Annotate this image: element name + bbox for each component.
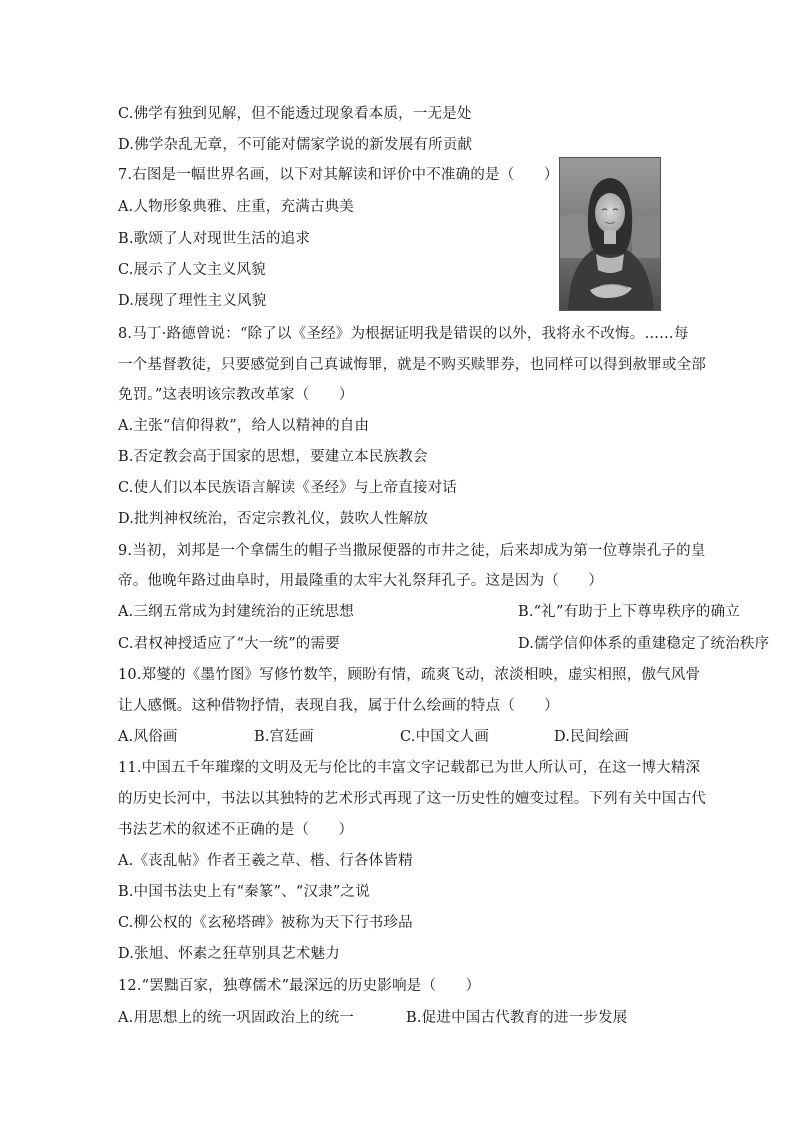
q11-option-d: D.张旭、怀素之狂草别具艺术魅力	[118, 946, 340, 962]
q12-stem: 12.“罢黜百家，独尊儒术”最深远的历史影响是（ ）	[118, 978, 481, 994]
q8-stem-line1: 8.马丁·路德曾说：“除了以《圣经》为根据证明我是错误的以外，我将永不改悔。……每	[118, 326, 689, 342]
q8-option-c: C.使人们以本民族语言解读《圣经》与上帝直接对话	[118, 480, 457, 496]
q11-stem-line1: 11.中国五千年璀璨的文明及无与伦比的丰富文字记载都已为世人所认可，在这一博大精深	[118, 760, 701, 776]
q7-option-c: C.展示了人文主义风貌	[118, 262, 266, 278]
mona-lisa-painting	[559, 157, 661, 311]
q12-option-b: B.促进中国古代教育的进一步发展	[406, 1010, 628, 1026]
painting-image	[560, 158, 660, 310]
q8-option-a: A.主张“信仰得救”，给人以精神的自由	[118, 418, 370, 434]
q8-stem-line2: 一个基督教徒，只要感觉到自己真诚悔罪，就是不购买赎罪券，也同样可以得到赦罪或全部	[118, 357, 706, 373]
q9-option-d: D.儒学信仰体系的重建稳定了统治秩序	[518, 636, 770, 652]
q8-option-b: B.否定教会高于国家的思想，要建立本民族教会	[118, 449, 428, 465]
q12-options-ab	[118, 1008, 628, 1028]
q10-option-d: D.民间绘画	[554, 729, 629, 745]
q9-option-a: A.三纲五常成为封建统治的正统思想	[118, 604, 354, 620]
q8-option-d: D.批判神权统治，否定宗教礼仪，鼓吹人性解放	[118, 511, 429, 527]
q10-stem-line1: 10.郑燮的《墨竹图》写修竹数竿，顾盼有情，疏爽飞动，浓淡相映，虚实相照，傲气风骨	[118, 667, 701, 683]
q11-stem-line3: 书法艺术的叙述不正确的是（ ）	[118, 822, 354, 838]
q7-stem: 7.右图是一幅世界名画，以下对其解读和评价中不准确的是（ ）	[118, 167, 559, 183]
q7-option-b: B.歌颂了人对现世生活的追求	[118, 231, 311, 247]
q9-stem-line1: 9.当初，刘邦是一个拿儒生的帽子当撒尿便器的市井之徒，后来却成为第一位尊崇孔子的皇	[118, 543, 706, 559]
q11-option-c: C.柳公权的《玄秘塔碑》被称为天下行书珍品	[118, 915, 413, 931]
q9-options-ab	[118, 602, 740, 622]
q9-option-b: B.“礼”有助于上下尊卑秩序的确立	[518, 604, 740, 620]
q10-option-a: A.风俗画	[118, 729, 178, 745]
q11-option-b: B.中国书法史上有“秦篆”、“汉隶”之说	[118, 884, 370, 900]
q6-option-d: D.佛学杂乱无章，不可能对儒家学说的新发展有所贡献	[118, 137, 473, 153]
q9-options-cd	[118, 634, 770, 654]
q10-option-b: B.宫廷画	[254, 729, 314, 745]
q12-option-a: A.用思想上的统一巩固政治上的统一	[118, 1010, 354, 1026]
q6-option-c: C.佛学有独到见解，但不能透过现象看本质，一无是处	[118, 106, 472, 122]
q9-stem-line2: 帝。他晚年路过曲阜时，用最隆重的太牢大礼祭拜孔子。这是因为（ ）	[118, 573, 604, 589]
q10-option-c: C.中国文人画	[400, 729, 490, 745]
q11-stem-line2: 的历史长河中，书法以其独特的艺术形式再现了这一历史性的嬗变过程。下列有关中国古代	[118, 791, 706, 807]
q11-option-a: A.《丧乱帖》作者王羲之草、楷、行各体皆精	[118, 853, 413, 869]
q10-options	[118, 727, 678, 747]
q10-stem-line2: 让人感慨。这种借物抒情，表现自我，属于什么绘画的特点（ ）	[118, 698, 559, 714]
q7-option-d: D.展现了理性主义风貌	[118, 293, 267, 309]
q9-option-c: C.君权神授适应了“大一统”的需要	[118, 636, 340, 652]
q7-option-a: A.人物形象典雅、庄重，充满古典美	[118, 199, 354, 215]
q8-stem-line3: 免罚。”这表明该宗教改革家（ ）	[118, 387, 354, 403]
